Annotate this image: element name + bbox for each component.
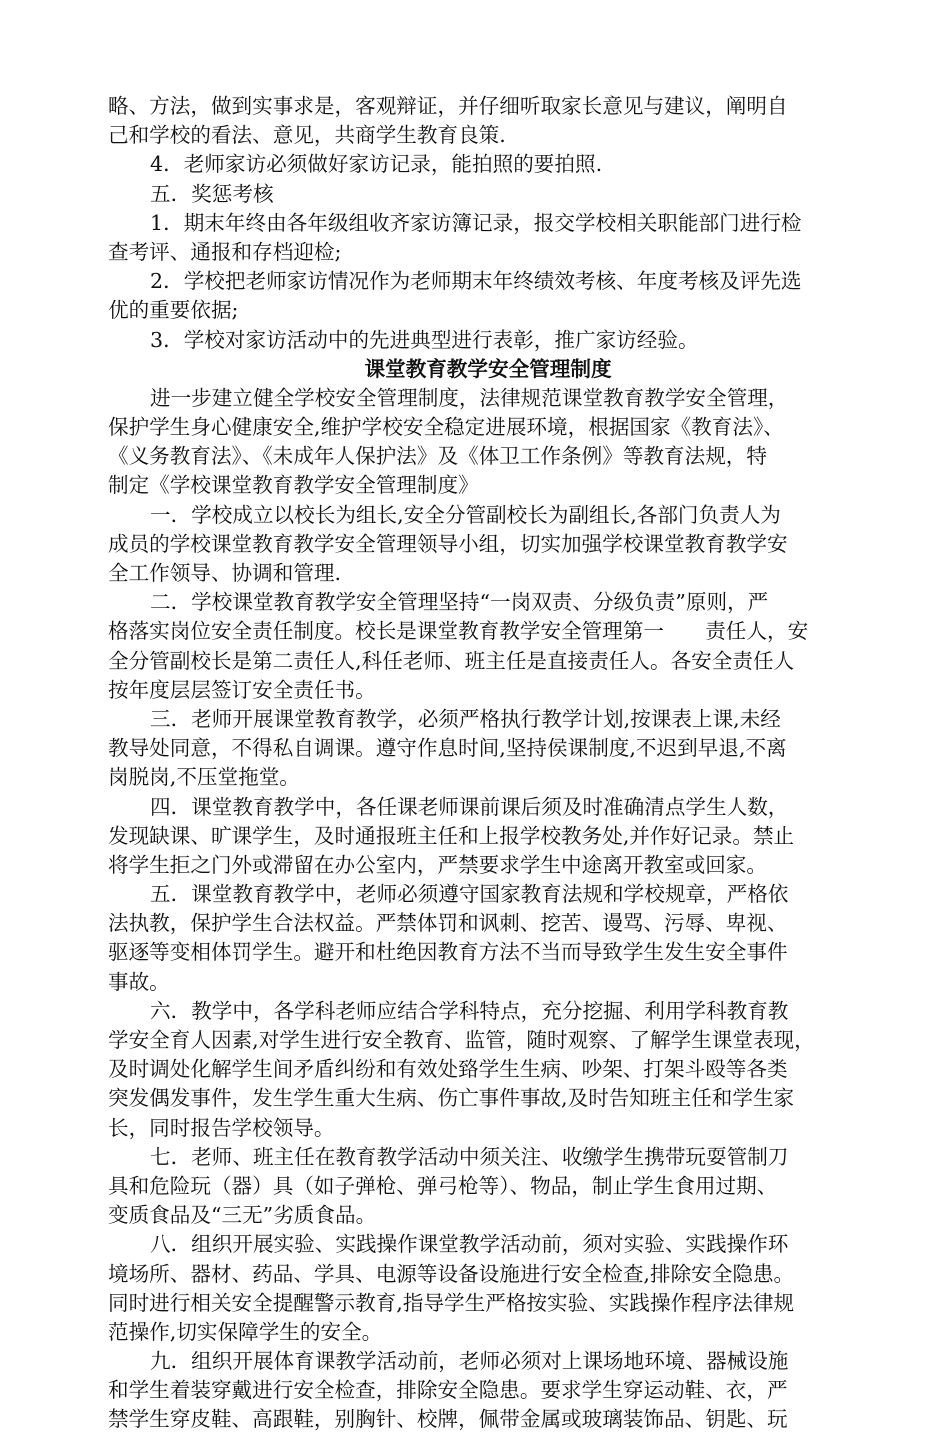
text-line: 全分管副校长是第二责任人,科任老师、班主任是直接责任人。各安全责任人: [108, 648, 795, 673]
text-line: 保护学生身心健康安全,维护学校安全稳定进展环境，根据国家《教育法》、: [108, 415, 784, 440]
text-line: 七．老师、班主任在教育教学活动中须关注、收缴学生携带玩耍管制刀: [150, 1144, 789, 1169]
text-line: 己和学校的看法、意见，共商学生教育良策.: [108, 123, 506, 148]
text-line: 长，同时报告学校领导。: [108, 1115, 335, 1140]
text-line: 突发偶发事件，发生学生重大生病、伤亡事件事故,及时告知班主任和学生家: [108, 1086, 795, 1111]
text-line: 4．老师家访必须做好家访记录，能拍照的要拍照.: [150, 152, 603, 177]
text-line: 五．课堂教育教学中，老师必须遵守国家教育法规和学校规章，严格依: [150, 882, 789, 907]
text-line: 2．学校把老师家访情况作为老师期末年终绩效考核、年度考核及评先选: [150, 269, 802, 294]
text-line: 五．奖惩考核: [150, 181, 274, 206]
text-line: 变质食品及“三无”劣质食品。: [108, 1203, 377, 1228]
text-line: 制定《学校课堂教育教学安全管理制度》: [108, 473, 479, 498]
text-line: 范操作,切实保障学生的安全。: [108, 1319, 383, 1344]
text-line: 3．学校对家访活动中的先进典型进行表彰，推广家访经验。: [150, 327, 699, 352]
text-line: 境场所、器材、药品、学具、电源等设备设施进行安全检查,排除安全隐患。: [108, 1261, 795, 1286]
text-line: 查考评、通报和存档迎检;: [108, 239, 342, 264]
text-line: 法执教，保护学生合法权益。严禁体罚和讽刺、挖苦、谩骂、污辱、卑视、: [108, 911, 788, 936]
text-line: 学安全育人因素,对学生进行安全教育、监管，随时观察、了解学生课堂表现，: [108, 1028, 815, 1052]
text-line: 教导处同意，不得私自调课。遵守作息时间,坚持侯课制度,不迟到早退,不离: [108, 736, 787, 761]
section-title: 课堂教育教学安全管理制度: [364, 356, 612, 381]
text-line: 1．期末年终由各年级组收齐家访簿记录，报交学校相关职能部门进行检: [150, 210, 802, 235]
text-line: 格落实岗位安全责任制度。校长是课堂教育教学安全管理第一 责任人，安: [108, 619, 809, 644]
text-line: 六．教学中，各学科老师应结合学科特点，充分挖掘、利用学科教育教: [150, 998, 789, 1023]
text-line: 三．老师开展课堂教育教学，必须严格执行教学计划,按课表上课,未经: [150, 706, 781, 731]
text-line: 一．学校成立以校长为组长,安全分管副校长为副组长,各部门负责人为: [150, 502, 781, 527]
text-line: 二．学校课堂教育教学安全管理坚持“一岗双责、分级负责”原则，严: [150, 590, 769, 615]
text-line: 将学生拒之门外或滞留在办公室内，严禁要求学生中途离开教室或回家。: [108, 852, 767, 877]
body-text-before: [108, 92, 868, 355]
body-text-after: [108, 384, 868, 1435]
text-line: 和学生着装穿戴进行安全检查，排除安全隐患。要求学生穿运动鞋、衣，严: [108, 1378, 788, 1403]
text-line: 进一步建立健全学校安全管理制度，法律规范课堂教育教学安全管理，: [150, 385, 789, 410]
text-line: 九．组织开展体育课教学活动前，老师必须对上课场地环境、器械设施: [150, 1349, 789, 1374]
text-line: 及时调处化解学生间矛盾纠纷和有效处臵学生生病、吵架、打架斗殴等各类: [108, 1057, 788, 1082]
text-line: 岗脱岗,不压堂拖堂。: [108, 765, 300, 790]
text-line: 《义务教育法》、《未成年人保护法》及《体卫工作条例》等教育法规，特: [108, 444, 767, 469]
text-line: 禁学生穿皮鞋、高跟鞋，别胸针、校牌，佩带金属或玻璃装饰品、钥匙、玩: [108, 1407, 788, 1432]
text-line: 同时进行相关安全提醒警示教育,指导学生严格按实验、实践操作程序法律规: [108, 1290, 795, 1315]
text-line: 事故。: [108, 969, 170, 994]
text-line: 按年度层层签订安全责任书。: [108, 677, 376, 702]
text-line: 成员的学校课堂教育教学安全管理领导小组，切实加强学校课堂教育教学安: [108, 531, 788, 556]
text-line: 全工作领导、协调和管理.: [108, 561, 342, 585]
text-line: 发现缺课、旷课学生，及时通报班主任和上报学校教务处,并作好记录。禁止: [108, 823, 795, 848]
text-line: 四．课堂教育教学中，各任课老师课前课后须及时准确清点学生人数，: [150, 794, 789, 819]
text-line: 略、方法，做到实事求是，客观辩证，并仔细听取家长意见与建议，阐明自: [108, 94, 788, 118]
text-line: 八．组织开展实验、实践操作课堂教学活动前，须对实验、实践操作环: [150, 1232, 789, 1257]
text-line: 具和危险玩（器）具（如子弹枪、弹弓枪等）、物品，制止学生食用过期、: [108, 1173, 778, 1198]
text-line: 优的重要依据;: [108, 298, 239, 323]
text-line: 驱逐等变相体罚学生。避开和杜绝因教育方法不当而导致学生发生安全事件: [108, 940, 788, 965]
